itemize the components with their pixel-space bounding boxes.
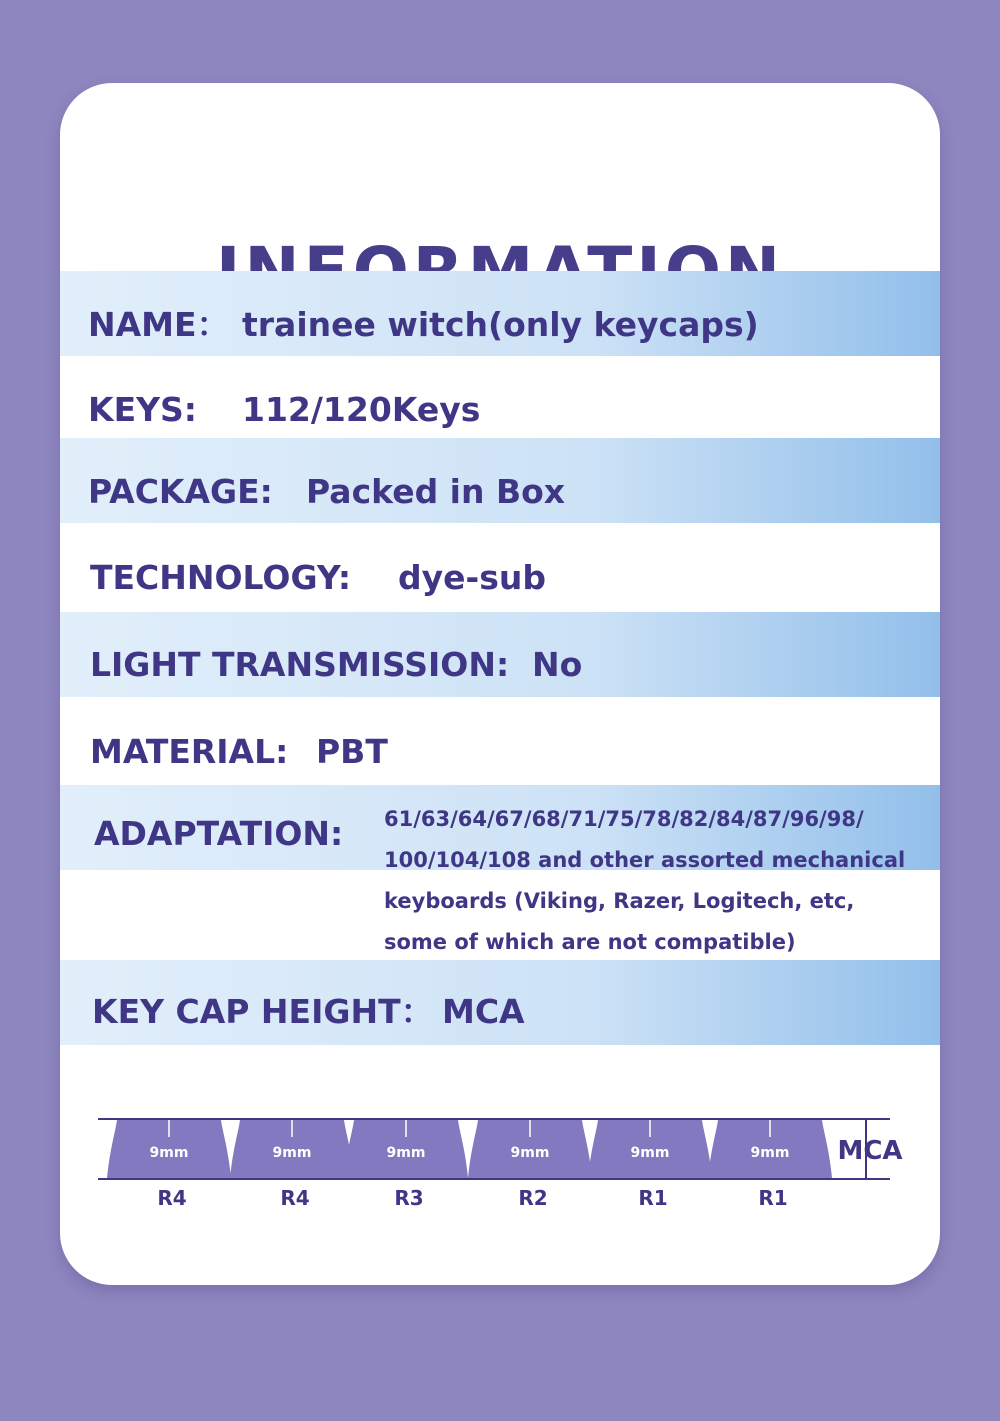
name-row bbox=[88, 305, 759, 344]
keycap-row-label: R2 bbox=[518, 1186, 548, 1210]
adaptation-text bbox=[384, 799, 924, 963]
adaptation-line: some of which are not compatible) bbox=[384, 930, 796, 954]
info-card bbox=[60, 83, 940, 1285]
material-value: PBT bbox=[316, 732, 388, 771]
keycap-row-label: R1 bbox=[758, 1186, 788, 1210]
key-cap-height-label: KEY CAP HEIGHT： bbox=[92, 992, 434, 1031]
technology-row bbox=[90, 558, 546, 597]
keys-label: KEYS: bbox=[88, 390, 197, 429]
adaptation-row bbox=[94, 814, 344, 853]
key-cap-height-value: MCA bbox=[442, 992, 525, 1031]
package-label: PACKAGE: bbox=[88, 472, 273, 511]
keycap-height-label: 9mm bbox=[510, 1145, 550, 1161]
key-cap-height-row bbox=[92, 992, 525, 1031]
keycap-row-label: R4 bbox=[157, 1186, 187, 1210]
keycap-height-label: 9mm bbox=[630, 1145, 670, 1161]
keycap-height-label: 9mm bbox=[386, 1145, 426, 1161]
adaptation-line: keyboards (Viking, Razer, Logitech, etc, bbox=[384, 889, 855, 913]
keycap-height-label: 9mm bbox=[750, 1145, 790, 1161]
name-value: trainee witch(only keycaps) bbox=[242, 305, 759, 344]
technology-label: TECHNOLOGY: bbox=[90, 558, 352, 597]
light-transmission-row bbox=[90, 645, 583, 684]
keycap-height-label: 9mm bbox=[272, 1145, 312, 1161]
keycap-profile-diagram bbox=[60, 1103, 940, 1253]
profile-label: MCA bbox=[837, 1136, 903, 1166]
package-row bbox=[88, 472, 566, 511]
keys-row bbox=[88, 390, 481, 429]
adaptation-line: 61/63/64/67/68/71/75/78/82/84/87/96/98/ bbox=[384, 807, 864, 831]
light-transmission-value: No bbox=[532, 645, 583, 684]
technology-value: dye-sub bbox=[398, 558, 546, 597]
package-value: Packed in Box bbox=[306, 472, 566, 511]
adaptation-label: ADAPTATION: bbox=[94, 814, 344, 853]
adaptation-line: 100/104/108 and other assorted mechanical bbox=[384, 848, 906, 872]
material-row bbox=[90, 732, 388, 771]
name-label: NAME： bbox=[88, 305, 230, 344]
keys-value: 112/120Keys bbox=[242, 390, 481, 429]
keycap-row-label: R4 bbox=[280, 1186, 310, 1210]
keycap-row-label: R3 bbox=[394, 1186, 424, 1210]
keycap-height-label: 9mm bbox=[149, 1145, 189, 1161]
material-label: MATERIAL: bbox=[90, 732, 289, 771]
light-transmission-label: LIGHT TRANSMISSION: bbox=[90, 645, 510, 684]
keycap-row-label: R1 bbox=[638, 1186, 668, 1210]
